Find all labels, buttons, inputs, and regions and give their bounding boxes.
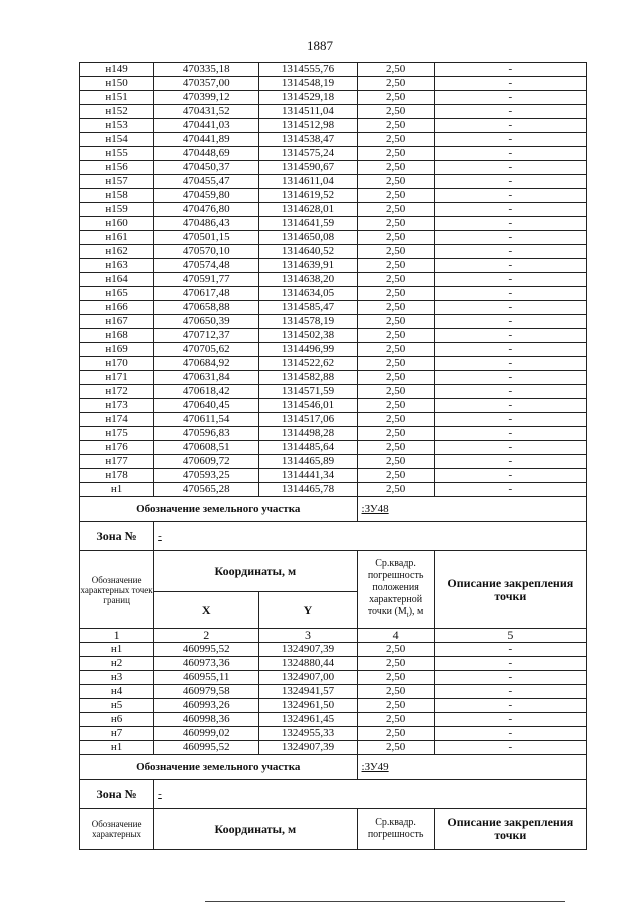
x-coordinate-cell: 470705,62 [154, 343, 259, 357]
fixation-cell: - [434, 147, 586, 161]
error-cell: 2,50 [357, 161, 434, 175]
error-cell: 2,50 [357, 469, 434, 483]
top-point-row [80, 203, 587, 217]
x-coordinate-cell: 470611,54 [154, 413, 259, 427]
top-point-row [80, 329, 587, 343]
y-coordinate-cell: 1314575,24 [259, 147, 357, 161]
x-coordinate-cell: 470618,42 [154, 385, 259, 399]
y-coordinate-cell: 1314611,04 [259, 175, 357, 189]
x-coordinate-cell: 470591,77 [154, 273, 259, 287]
y-coordinate-cell: 1324941,57 [259, 685, 357, 699]
top-point-row [80, 315, 587, 329]
error-cell: 2,50 [357, 741, 434, 755]
coordinates-table [79, 62, 587, 850]
page-bottom-line [205, 901, 565, 902]
x-coordinate-cell: 460979,58 [154, 685, 259, 699]
fixation-cell: - [434, 273, 586, 287]
top-point-row [80, 371, 587, 385]
error-cell: 2,50 [357, 329, 434, 343]
point-id-cell: н2 [80, 657, 154, 671]
point-id-cell: н159 [80, 203, 154, 217]
point-id-cell: н149 [80, 63, 154, 77]
top-point-row [80, 455, 587, 469]
y-coordinate-cell: 1314512,98 [259, 119, 357, 133]
error-cell: 2,50 [357, 217, 434, 231]
top-point-row [80, 217, 587, 231]
top-point-row [80, 245, 587, 259]
y-coordinate-cell: 1314529,18 [259, 91, 357, 105]
y-coordinate-cell: 1314619,52 [259, 189, 357, 203]
x-coordinate-cell: 470570,10 [154, 245, 259, 259]
fixation-cell: - [434, 329, 586, 343]
zu48-point-row [80, 713, 587, 727]
point-id-cell: н166 [80, 301, 154, 315]
x-coordinate-cell: 470593,25 [154, 469, 259, 483]
y-coordinate-cell: 1314548,19 [259, 77, 357, 91]
point-id-cell: н157 [80, 175, 154, 189]
error-cell: 2,50 [357, 273, 434, 287]
top-point-row [80, 385, 587, 399]
column-number-4: 4 [357, 629, 434, 643]
point-id-cell: н177 [80, 455, 154, 469]
error-cell: 2,50 [357, 245, 434, 259]
x-coordinate-cell: 460995,52 [154, 643, 259, 657]
fixation-cell: - [434, 385, 586, 399]
zu48-point-row [80, 727, 587, 741]
point-id-cell: н156 [80, 161, 154, 175]
fixation-cell: - [434, 455, 586, 469]
y-coordinate-cell: 1314538,47 [259, 133, 357, 147]
error-cell: 2,50 [357, 147, 434, 161]
top-point-row [80, 413, 587, 427]
parcel-label: Обозначение земельного участка [80, 755, 358, 780]
top-point-row [80, 231, 587, 245]
x-coordinate-cell: 460995,52 [154, 741, 259, 755]
fixation-cell: - [434, 657, 586, 671]
error-cell: 2,50 [357, 189, 434, 203]
point-id-cell: н176 [80, 441, 154, 455]
fixation-cell: - [434, 77, 586, 91]
top-point-row [80, 189, 587, 203]
error-cell: 2,50 [357, 315, 434, 329]
parcel-code: :ЗУ49 [357, 755, 586, 780]
error-cell: 2,50 [357, 105, 434, 119]
bottom-header-error: Ср.квадр. погрешность [357, 809, 434, 850]
zu48-point-row [80, 741, 587, 755]
x-coordinate-cell: 470658,88 [154, 301, 259, 315]
error-cell: 2,50 [357, 259, 434, 273]
top-point-row [80, 469, 587, 483]
point-id-cell: н165 [80, 287, 154, 301]
fixation-cell: - [434, 161, 586, 175]
x-coordinate-cell: 470335,18 [154, 63, 259, 77]
x-coordinate-cell: 470684,92 [154, 357, 259, 371]
error-cell: 2,50 [357, 671, 434, 685]
error-cell: 2,50 [357, 399, 434, 413]
point-id-cell: н168 [80, 329, 154, 343]
top-point-row [80, 63, 587, 77]
point-id-cell: н171 [80, 371, 154, 385]
y-coordinate-cell: 1324955,33 [259, 727, 357, 741]
error-cell: 2,50 [357, 727, 434, 741]
fixation-cell: - [434, 727, 586, 741]
y-coordinate-cell: 1314517,06 [259, 413, 357, 427]
top-point-row [80, 105, 587, 119]
y-coordinate-cell: 1324907,39 [259, 741, 357, 755]
x-coordinate-cell: 460993,26 [154, 699, 259, 713]
y-coordinate-cell: 1314585,47 [259, 301, 357, 315]
y-coordinate-cell: 1314465,78 [259, 483, 357, 497]
header-point-designation: Обозначение характерных точек границ [80, 551, 154, 629]
x-coordinate-cell: 470501,15 [154, 231, 259, 245]
x-coordinate-cell: 460955,11 [154, 671, 259, 685]
fixation-cell: - [434, 671, 586, 685]
point-id-cell: н164 [80, 273, 154, 287]
page-number: 1887 [307, 38, 333, 53]
error-cell: 2,50 [357, 657, 434, 671]
y-coordinate-cell: 1314555,76 [259, 63, 357, 77]
y-coordinate-cell: 1324961,45 [259, 713, 357, 727]
error-cell: 2,50 [357, 699, 434, 713]
error-cell: 2,50 [357, 63, 434, 77]
error-cell: 2,50 [357, 413, 434, 427]
point-id-cell: н158 [80, 189, 154, 203]
error-cell: 2,50 [357, 77, 434, 91]
point-id-cell: н3 [80, 671, 154, 685]
fixation-cell: - [434, 713, 586, 727]
zu48-point-row [80, 671, 587, 685]
error-cell: 2,50 [357, 455, 434, 469]
fixation-cell: - [434, 301, 586, 315]
top-point-row [80, 91, 587, 105]
top-point-row [80, 441, 587, 455]
x-coordinate-cell: 460973,36 [154, 657, 259, 671]
fixation-cell: - [434, 63, 586, 77]
point-id-cell: н178 [80, 469, 154, 483]
parcel-label: Обозначение земельного участка [80, 497, 358, 522]
y-coordinate-cell: 1314634,05 [259, 287, 357, 301]
fixation-cell: - [434, 259, 586, 273]
y-coordinate-cell: 1324907,00 [259, 671, 357, 685]
x-coordinate-cell: 470431,52 [154, 105, 259, 119]
x-coordinate-cell: 460999,02 [154, 727, 259, 741]
top-point-row [80, 259, 587, 273]
error-cell: 2,50 [357, 385, 434, 399]
zu48-point-row [80, 699, 587, 713]
fixation-cell: - [434, 643, 586, 657]
y-coordinate-cell: 1314498,28 [259, 427, 357, 441]
fixation-cell: - [434, 203, 586, 217]
y-coordinate-cell: 1314485,64 [259, 441, 357, 455]
fixation-cell: - [434, 91, 586, 105]
x-coordinate-cell: 470459,80 [154, 189, 259, 203]
y-coordinate-cell: 1314496,99 [259, 343, 357, 357]
header-coordinates: Координаты, м [154, 551, 357, 592]
header-row-1 [80, 551, 587, 592]
zona-value: - [154, 780, 587, 809]
x-coordinate-cell: 470617,48 [154, 287, 259, 301]
top-point-row [80, 133, 587, 147]
fixation-cell: - [434, 119, 586, 133]
error-cell: 2,50 [357, 119, 434, 133]
fixation-cell: - [434, 427, 586, 441]
fixation-cell: - [434, 287, 586, 301]
top-point-row [80, 343, 587, 357]
x-coordinate-cell: 470476,80 [154, 203, 259, 217]
fixation-cell: - [434, 483, 586, 497]
x-coordinate-cell: 470450,37 [154, 161, 259, 175]
y-coordinate-cell: 1314582,88 [259, 371, 357, 385]
fixation-cell: - [434, 469, 586, 483]
fixation-cell: - [434, 105, 586, 119]
bottom-header-point-designation: Обозначение характерных [80, 809, 154, 850]
error-cell: 2,50 [357, 371, 434, 385]
fixation-cell: - [434, 685, 586, 699]
top-point-row [80, 77, 587, 91]
error-cell: 2,50 [357, 287, 434, 301]
top-point-row [80, 427, 587, 441]
fixation-cell: - [434, 399, 586, 413]
point-id-cell: н1 [80, 741, 154, 755]
y-coordinate-cell: 1314578,19 [259, 315, 357, 329]
x-coordinate-cell: 470399,12 [154, 91, 259, 105]
x-coordinate-cell: 470608,51 [154, 441, 259, 455]
point-id-cell: н152 [80, 105, 154, 119]
header-x: X [154, 592, 259, 629]
x-coordinate-cell: 470448,69 [154, 147, 259, 161]
zona-row [80, 780, 587, 809]
y-coordinate-cell: 1314511,04 [259, 105, 357, 119]
y-coordinate-cell: 1314640,52 [259, 245, 357, 259]
y-coordinate-cell: 1324880,44 [259, 657, 357, 671]
x-coordinate-cell: 470596,83 [154, 427, 259, 441]
point-id-cell: н169 [80, 343, 154, 357]
x-coordinate-cell: 470650,39 [154, 315, 259, 329]
y-coordinate-cell: 1324907,39 [259, 643, 357, 657]
point-id-cell: н5 [80, 699, 154, 713]
x-coordinate-cell: 470574,48 [154, 259, 259, 273]
zona-row [80, 522, 587, 551]
zu48-point-row [80, 685, 587, 699]
y-coordinate-cell: 1314590,67 [259, 161, 357, 175]
fixation-cell: - [434, 231, 586, 245]
point-id-cell: н153 [80, 119, 154, 133]
point-id-cell: н4 [80, 685, 154, 699]
point-id-cell: н172 [80, 385, 154, 399]
error-cell: 2,50 [357, 175, 434, 189]
error-cell: 2,50 [357, 441, 434, 455]
fixation-cell: - [434, 175, 586, 189]
x-coordinate-cell: 470357,00 [154, 77, 259, 91]
point-id-cell: н1 [80, 483, 154, 497]
error-cell: 2,50 [357, 713, 434, 727]
y-coordinate-cell: 1324961,50 [259, 699, 357, 713]
point-id-cell: н173 [80, 399, 154, 413]
fixation-cell: - [434, 189, 586, 203]
y-coordinate-cell: 1314571,59 [259, 385, 357, 399]
zu48-point-row [80, 657, 587, 671]
point-id-cell: н162 [80, 245, 154, 259]
top-point-row [80, 301, 587, 315]
top-point-row [80, 147, 587, 161]
zona-value: - [154, 522, 587, 551]
error-cell: 2,50 [357, 343, 434, 357]
zona-label: Зона № [80, 522, 154, 551]
error-cell: 2,50 [357, 231, 434, 245]
bottom-header-coordinates: Координаты, м [154, 809, 357, 850]
y-coordinate-cell: 1314641,59 [259, 217, 357, 231]
y-coordinate-cell: 1314639,91 [259, 259, 357, 273]
parcel-code: :ЗУ48 [357, 497, 586, 522]
column-numbers-row [80, 629, 587, 643]
top-point-row [80, 119, 587, 133]
point-id-cell: н170 [80, 357, 154, 371]
y-coordinate-cell: 1314546,01 [259, 399, 357, 413]
point-id-cell: н151 [80, 91, 154, 105]
x-coordinate-cell: 460998,36 [154, 713, 259, 727]
parcel-row-zu49 [80, 755, 587, 780]
parcel-row-zu48 [80, 497, 587, 522]
error-cell: 2,50 [357, 203, 434, 217]
column-number-1: 1 [80, 629, 154, 643]
point-id-cell: н174 [80, 413, 154, 427]
error-cell: 2,50 [357, 685, 434, 699]
fixation-cell: - [434, 245, 586, 259]
column-number-2: 2 [154, 629, 259, 643]
top-point-row [80, 483, 587, 497]
x-coordinate-cell: 470441,89 [154, 133, 259, 147]
fixation-cell: - [434, 357, 586, 371]
y-coordinate-cell: 1314465,89 [259, 455, 357, 469]
header-error-subscript: t [406, 611, 409, 619]
point-id-cell: н6 [80, 713, 154, 727]
fixation-cell: - [434, 217, 586, 231]
error-cell: 2,50 [357, 643, 434, 657]
fixation-cell: - [434, 699, 586, 713]
fixation-cell: - [434, 441, 586, 455]
header-fixation: Описание закрепления точки [434, 551, 586, 629]
top-point-row [80, 161, 587, 175]
point-id-cell: н7 [80, 727, 154, 741]
y-coordinate-cell: 1314628,01 [259, 203, 357, 217]
fixation-cell: - [434, 133, 586, 147]
point-id-cell: н160 [80, 217, 154, 231]
fixation-cell: - [434, 315, 586, 329]
y-coordinate-cell: 1314650,08 [259, 231, 357, 245]
error-cell: 2,50 [357, 91, 434, 105]
top-point-row [80, 399, 587, 413]
top-point-row [80, 287, 587, 301]
error-cell: 2,50 [357, 427, 434, 441]
error-cell: 2,50 [357, 483, 434, 497]
fixation-cell: - [434, 741, 586, 755]
error-cell: 2,50 [357, 133, 434, 147]
x-coordinate-cell: 470609,72 [154, 455, 259, 469]
point-id-cell: н161 [80, 231, 154, 245]
error-cell: 2,50 [357, 301, 434, 315]
fixation-cell: - [434, 371, 586, 385]
y-coordinate-cell: 1314638,20 [259, 273, 357, 287]
x-coordinate-cell: 470565,28 [154, 483, 259, 497]
column-number-5: 5 [434, 629, 586, 643]
top-point-row [80, 175, 587, 189]
y-coordinate-cell: 1314441,34 [259, 469, 357, 483]
point-id-cell: н163 [80, 259, 154, 273]
y-coordinate-cell: 1314522,62 [259, 357, 357, 371]
x-coordinate-cell: 470640,45 [154, 399, 259, 413]
x-coordinate-cell: 470712,37 [154, 329, 259, 343]
fixation-cell: - [434, 343, 586, 357]
point-id-cell: н1 [80, 643, 154, 657]
point-id-cell: н167 [80, 315, 154, 329]
y-coordinate-cell: 1314502,38 [259, 329, 357, 343]
point-id-cell: н155 [80, 147, 154, 161]
point-id-cell: н150 [80, 77, 154, 91]
column-number-3: 3 [259, 629, 357, 643]
point-id-cell: н175 [80, 427, 154, 441]
x-coordinate-cell: 470486,43 [154, 217, 259, 231]
point-id-cell: н154 [80, 133, 154, 147]
top-point-row [80, 357, 587, 371]
error-cell: 2,50 [357, 357, 434, 371]
fixation-cell: - [434, 413, 586, 427]
x-coordinate-cell: 470455,47 [154, 175, 259, 189]
top-point-row [80, 273, 587, 287]
zu48-point-row [80, 643, 587, 657]
bottom-header-row [80, 809, 587, 850]
x-coordinate-cell: 470631,84 [154, 371, 259, 385]
x-coordinate-cell: 470441,03 [154, 119, 259, 133]
bottom-header-fixation: Описание закрепления точки [434, 809, 586, 850]
zona-label: Зона № [80, 780, 154, 809]
header-error: Ср.квадр. погрешность положения характерной точки $(M_t)$, м [357, 551, 434, 629]
header-y: Y [259, 592, 357, 629]
